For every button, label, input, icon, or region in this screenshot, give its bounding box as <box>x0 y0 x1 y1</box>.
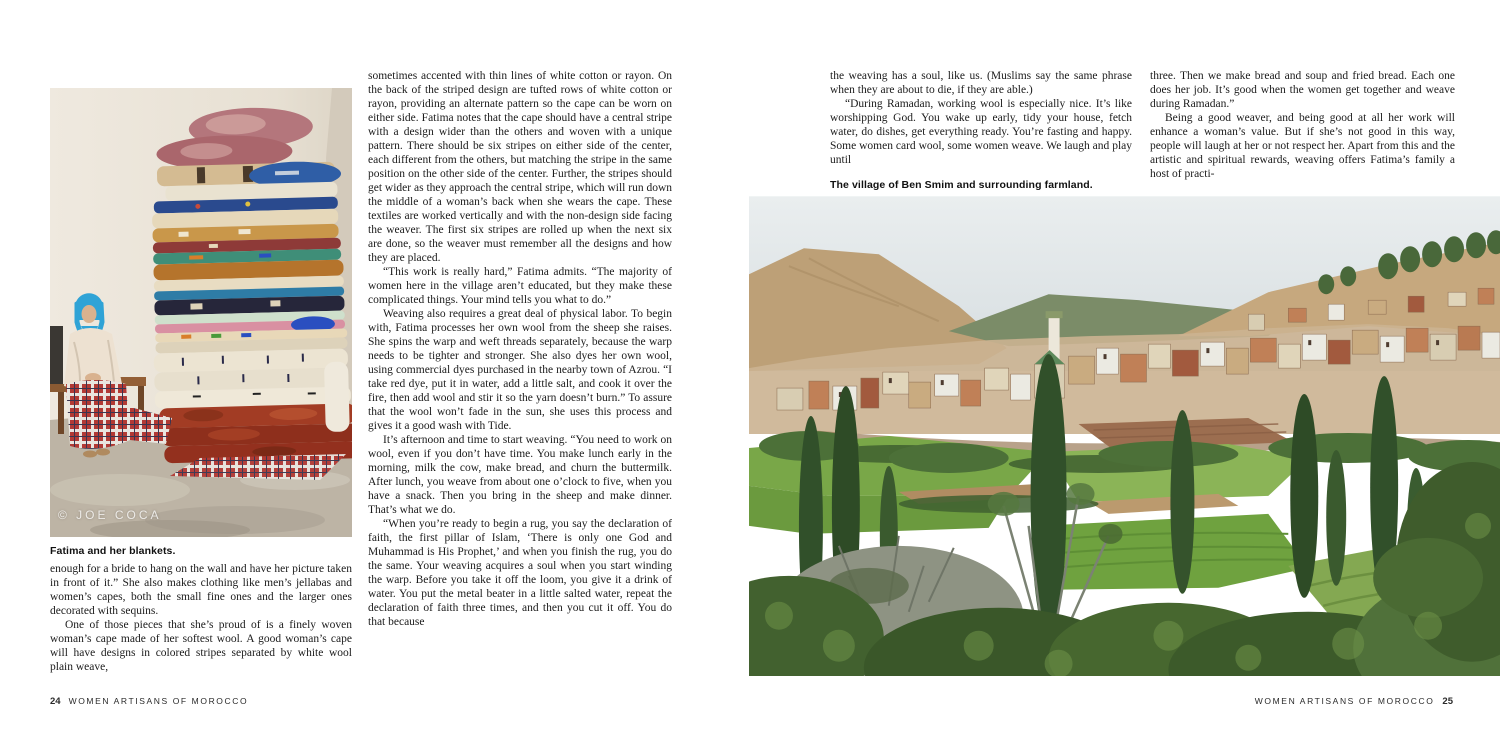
photo-credit: © JOE COCA <box>58 508 162 522</box>
left-page-column-1 <box>50 562 352 674</box>
paragraph: sometimes accented with thin lines of white cotton or rayon. On the back of the striped design are tufted rows of white cotton or rayon, providing an alternate pattern so the cape can be worn on either side. Fatima notes that the cape should have a central stripe with a design wider than the others and woven with a unique pattern. There should be six stripes on either side of the center, each different from the others, but matching the stripe in the same position on the other side of the center. Further, the stripes should get wider as they approach the central stripe, which will run down the middle of a woman’s back when she wears the cape. These textiles are worked vertically and with the non-design side facing the weaver. The first six stripes are rolled up when the next six are done, so the weaver must remember all the designs and how they are placed. <box>368 70 673 264</box>
paragraph: It’s afternoon and time to start weaving. “You need to work on wool, even if you don’t have time. You make lunch early in the morning, milk the cow, make bread, and churn the buttermilk. After lunch, you weave from about one o’clock to five, when you have a snack. Then you bring in the sheep and make dinner. That’s what we do. <box>368 434 672 516</box>
paragraph: “During Ramadan, working wool is especially nice. It’s like worshipping God. You wake up early, tidy your house, fetch water, do dishes, get everything ready. You’re fasting and happy. Some women card wool, some women weave. We laugh and play until <box>830 98 1132 166</box>
paragraph: “This work is really hard,” Fatima admits. “The majority of women here in the village aren’t educated, but they make these complicated things. Your mind tells you what to do.” <box>368 266 672 306</box>
paragraph: enough for a bride to hang on the wall and have her picture taken in front of it.” She also makes clothing like men’s jellabas and women’s capes, both the small fine ones and the larger ones decorated with sequins. <box>50 563 352 617</box>
village-photo-illustration <box>749 196 1500 676</box>
left-page-column-2 <box>368 69 672 629</box>
left-page-number: 24 <box>50 696 61 707</box>
book-title: WOMEN ARTISANS OF MOROCCO <box>68 696 249 706</box>
paragraph: three. Then we make bread and soup and fried bread. Each one does her job. It’s good when the women get together and weave during Ramadan.” <box>1150 70 1455 110</box>
fatima-photo <box>50 88 352 537</box>
village-photo <box>749 196 1500 676</box>
right-page-column-2 <box>1150 69 1455 181</box>
book-title: WOMEN ARTISANS OF MOROCCO <box>1254 696 1435 706</box>
right-page-number: 25 <box>1442 696 1453 707</box>
right-folio <box>1255 696 1453 707</box>
left-folio <box>50 696 248 707</box>
village-photo-caption: The village of Ben Smim and surrounding farmland. <box>830 179 1093 191</box>
fatima-photo-illustration <box>50 88 352 537</box>
paragraph: Being a good weaver, and being good at all her work will enhance a woman’s value. But if she’s not good in this way, people will laugh at her or not respect her. Apart from this and the artistic and spiritual rewards, weaving offers Fatima’s family a host of practi- <box>1150 112 1455 180</box>
paragraph: “When you’re ready to begin a rug, you say the declaration of faith, the first pillar of Islam, ‘There is only one God and Muhammad is His Prophet,’ and when you finish the rug, you do the same. Your weaving acquires a soul when you start winding the warp. Before you take it off the loom, you give it a drink of water. You put the metal beater in a little salted water, repeat the declaration of faith three times, and then you cut it off. You do that because <box>368 518 672 628</box>
left-photo-caption: Fatima and her blankets. <box>50 545 176 557</box>
paragraph: Weaving also requires a great deal of physical labor. To begin with, Fatima processes her own wool from the sheep she raises. She spins the warp and weft threads separately, because the warp needs to be tighter and stronger. She also dyes her own wool, using commercial dyes purchased in the nearby town of Azrou. “I take red dye, put it in water, add a little salt, and cook it over the fire, then add wool and stir it so the yarn doesn’t burn.” To assure that the wool won’t fade in the sun, she uses this process and gives it a good wash with Tide. <box>368 308 672 432</box>
paragraph: the weaving has a soul, like us. (Muslims say the same phrase when they are about to die, if they are able.) <box>830 70 1132 96</box>
right-page-column-1 <box>830 69 1132 167</box>
paragraph: One of those pieces that she’s proud of is a finely woven woman’s cape made of her softest wool. A good woman’s cape will have designs in colored stripes separated by white wool plain weave, <box>50 619 352 673</box>
